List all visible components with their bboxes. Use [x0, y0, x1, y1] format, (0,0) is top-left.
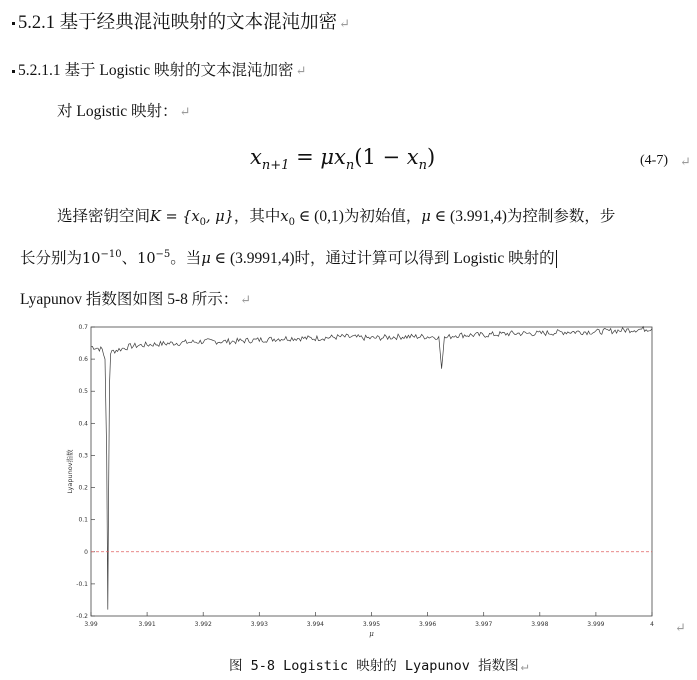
- x-tick-label: 3.993: [250, 621, 268, 628]
- x-tick-label: 3.99: [84, 621, 98, 628]
- x-tick-label: 3.992: [194, 621, 212, 628]
- heading-5-2-1-1: [12, 58, 306, 80]
- caption-text: 图 5-8 Logistic 映射的 Lyapunov 指数图: [229, 658, 519, 674]
- paragraph-mark-icon: ↵: [179, 104, 191, 119]
- x-tick-label: 3.998: [531, 621, 549, 628]
- paragraph-mark-icon: ↵: [675, 620, 686, 635]
- intro-paragraph: [57, 99, 190, 121]
- p1-text-a: 选择密钥空间: [57, 208, 151, 225]
- logistic-equation: [250, 145, 435, 173]
- heading-text: 基于 Logistic 映射的文本混沌加密: [64, 62, 294, 79]
- x-axis-label: μ: [369, 630, 374, 638]
- p1-text-c: ∈ (0,1)为初始值，: [294, 208, 422, 225]
- paragraph-mark-icon: ↵: [520, 659, 529, 674]
- paragraph-mark-icon: ↵: [240, 292, 252, 307]
- p2-step1-exp: −10: [100, 248, 122, 260]
- p1-x0-sub: 0: [288, 217, 295, 229]
- p1-text-d: ∈ (3.991,4)为控制参数，步: [430, 208, 616, 225]
- eq-lhs-sub: n+1: [261, 158, 290, 174]
- bullet-marker: [12, 22, 15, 25]
- eq-rhs-var: x: [334, 145, 346, 169]
- x-tick-label: 3.994: [306, 621, 324, 628]
- p2-text-c: ∈ (3.9991,4)时，通过计算可以得到 Logistic 映射的: [210, 250, 555, 267]
- eq-close: ): [426, 145, 436, 169]
- x-tick-label: 3.991: [138, 621, 156, 628]
- y-tick-label: 0: [84, 548, 88, 556]
- p1-mu: μ: [421, 209, 431, 225]
- paragraph-mark-icon: ↵: [680, 154, 691, 169]
- y-axis-label: Lyapunov指数: [66, 449, 74, 494]
- y-tick-label: -0.1: [76, 580, 88, 588]
- eq-equals: =: [296, 145, 314, 169]
- p2-step2: 10: [137, 251, 156, 267]
- eq-var2: x: [406, 145, 419, 169]
- x-tick-label: 4: [650, 621, 654, 628]
- p1-key-set: K = {x: [150, 209, 200, 225]
- heading-text: 基于经典混沌映射的文本混沌加密: [59, 13, 338, 33]
- key-space-paragraph-line2: [20, 246, 557, 268]
- p1-key-end: , μ}: [206, 209, 234, 225]
- y-tick-label: 0.1: [78, 516, 88, 524]
- eq-lhs-var: x: [250, 145, 262, 169]
- figure-intro-paragraph: [20, 287, 251, 309]
- y-tick-label: 0.4: [78, 420, 88, 428]
- p2-text-a: 长分别为: [20, 250, 83, 267]
- heading-number: 5.2.1.1: [18, 62, 61, 79]
- p1-key-sub: 0: [199, 217, 206, 229]
- y-tick-label: 0.6: [78, 356, 88, 364]
- eq-mu: μ: [320, 145, 335, 169]
- paragraph-mark-icon: ↵: [339, 16, 351, 31]
- p2-step1: 10: [82, 251, 101, 267]
- figure-caption: [229, 654, 528, 674]
- intro-text: 对 Logistic 映射：: [57, 103, 178, 120]
- x-tick-label: 3.997: [475, 621, 493, 628]
- text-cursor[interactable]: [556, 250, 557, 268]
- y-tick-label: -0.2: [76, 613, 88, 620]
- equation-number: (4-7): [640, 153, 668, 168]
- x-tick-label: 3.995: [362, 621, 381, 628]
- heading-number: 5.2.1: [18, 13, 55, 33]
- key-space-paragraph-line1: [57, 204, 615, 228]
- heading-5-2-1: [12, 8, 350, 34]
- p3-text: Lyapunov 指数图如图 5-8 所示：: [20, 291, 239, 308]
- paragraph-mark-icon: ↵: [295, 63, 307, 78]
- p2-mu: μ: [201, 251, 211, 267]
- p1-x0: x: [280, 209, 289, 225]
- p2-text-b: 。当: [170, 250, 202, 267]
- x-tick-label: 3.999: [587, 621, 605, 628]
- y-tick-label: 0.2: [78, 484, 88, 492]
- plot-frame: [91, 327, 652, 616]
- p2-sep: 、: [121, 250, 138, 267]
- eq-paren: (1 −: [354, 145, 401, 169]
- y-tick-label: 0.7: [78, 324, 88, 331]
- lyapunov-chart: [60, 318, 660, 643]
- bullet-marker: [12, 70, 15, 73]
- p1-text-b: ，其中: [233, 208, 281, 225]
- y-tick-label: 0.5: [78, 388, 88, 396]
- p2-step2-exp: −5: [155, 248, 171, 260]
- x-tick-label: 3.996: [419, 621, 437, 628]
- y-tick-label: 0.3: [78, 452, 88, 460]
- eq-sub2: n: [418, 158, 427, 174]
- eq-rhs-sub: n: [345, 158, 355, 174]
